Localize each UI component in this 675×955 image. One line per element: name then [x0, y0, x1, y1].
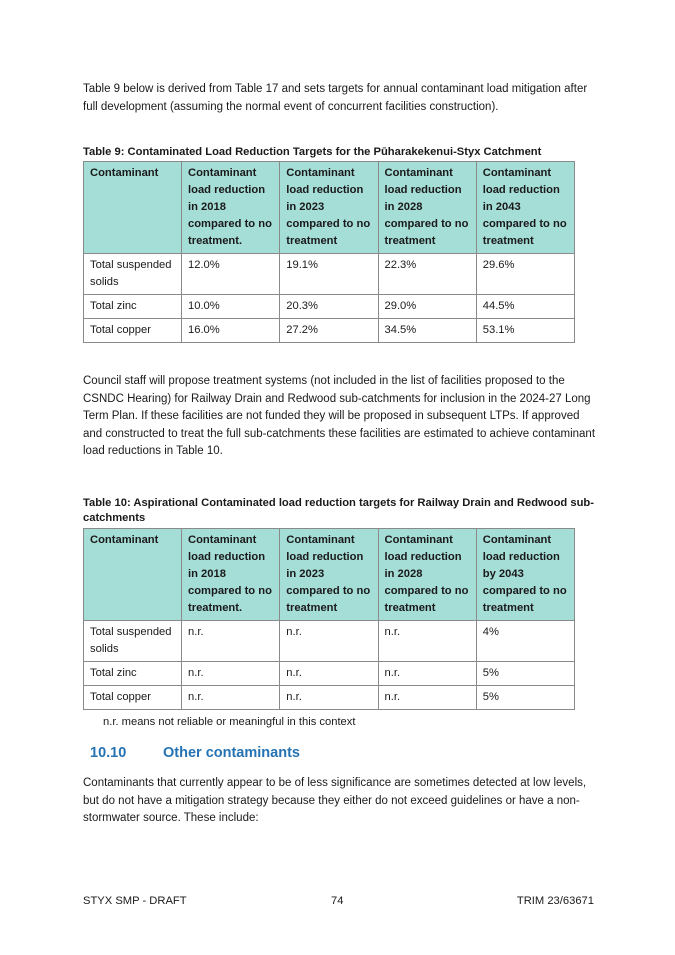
table-cell: 29.6% [476, 254, 574, 295]
table9-header-cell: Contaminant load reduction in 2023 compared to no treatment [280, 162, 378, 254]
table-cell: 5% [476, 686, 574, 710]
table-cell: n.r. [280, 662, 378, 686]
table-cell: Total suspended solids [84, 254, 182, 295]
table-cell: 27.2% [280, 319, 378, 343]
table-row [84, 254, 575, 295]
table10-header-cell: Contaminant load reduction in 2018 compared to no treatment. [182, 529, 280, 621]
table9-header-cell: Contaminant load reduction in 2018 compared to no treatment. [182, 162, 280, 254]
table9-header-cell: Contaminant load reduction in 2043 compared to no treatment [476, 162, 574, 254]
table-row [84, 686, 575, 710]
table-row [84, 295, 575, 319]
table-cell: 22.3% [378, 254, 476, 295]
table-row [84, 319, 575, 343]
section-paragraph: Contaminants that currently appear to be of less significance are sometimes detected at low levels, but do not have a mitigation strategy because they either do not exceed guidelines or have a non-stormwater source. These include: [83, 777, 587, 824]
table10-note: n.r. means not reliable or meaningful in this context [103, 716, 356, 728]
table10-header-cell: Contaminant [84, 529, 182, 621]
table-cell: n.r. [280, 621, 378, 662]
section-title: Other contaminants [163, 745, 300, 761]
table-cell: Total zinc [84, 295, 182, 319]
table-cell: Total suspended solids [84, 621, 182, 662]
table-row [84, 621, 575, 662]
table-cell: n.r. [182, 662, 280, 686]
section-number: 10.10 [90, 745, 127, 761]
table-cell: 16.0% [182, 319, 280, 343]
footer-document-title: STYX SMP - DRAFT [83, 895, 187, 907]
footer-page-number: 74 [331, 895, 344, 907]
table9-header-cell: Contaminant load reduction in 2028 compared to no treatment [378, 162, 476, 254]
table9-header-row [84, 162, 575, 254]
table9 [83, 161, 575, 343]
table10-header-cell: Contaminant load reduction by 2043 compared to no treatment [476, 529, 574, 621]
table-cell: n.r. [378, 662, 476, 686]
section-heading [90, 743, 300, 763]
table-cell: 4% [476, 621, 574, 662]
table9-header-cell: Contaminant [84, 162, 182, 254]
table9-caption: Table 9: Contaminated Load Reduction Targets for the Pūharakekenui-Styx Catchment [83, 146, 542, 158]
table10 [83, 528, 575, 710]
table-cell: n.r. [182, 621, 280, 662]
table-row [84, 662, 575, 686]
table-cell: 44.5% [476, 295, 574, 319]
table-cell: Total copper [84, 686, 182, 710]
table-cell: 12.0% [182, 254, 280, 295]
table-cell: n.r. [378, 621, 476, 662]
council-paragraph: Council staff will propose treatment systems (not included in the list of facilities proposed to the CSNDC Hearing) for Railway Drain and Redwood sub-catchments for inclusion in the 2024-27 Long Term Plan. If these facilities are not funded they will be proposed in subsequent LTPs. If approved and constructed to treat the full sub-catchments these facilities are estimated to achieve contaminant load reductions in Table 10. [83, 375, 596, 457]
table10-caption: Table 10: Aspirational Contaminated load reduction targets for Railway Drain and Redwood sub-catchments [83, 497, 594, 524]
table-cell: Total copper [84, 319, 182, 343]
table-cell: Total zinc [84, 662, 182, 686]
table-cell: 34.5% [378, 319, 476, 343]
intro-paragraph: Table 9 below is derived from Table 17 and sets targets for annual contaminant load mitigation after full development (assuming the normal event of concurrent facilities construction). [83, 83, 588, 113]
table-cell: 19.1% [280, 254, 378, 295]
table-cell: 10.0% [182, 295, 280, 319]
table10-header-row [84, 529, 575, 621]
table-cell: n.r. [280, 686, 378, 710]
table-cell: 29.0% [378, 295, 476, 319]
footer-trim-reference: TRIM 23/63671 [516, 895, 594, 907]
table-cell: 53.1% [476, 319, 574, 343]
table-cell: n.r. [182, 686, 280, 710]
table-cell: 5% [476, 662, 574, 686]
table10-header-cell: Contaminant load reduction in 2028 compared to no treatment [378, 529, 476, 621]
table-cell: n.r. [378, 686, 476, 710]
table10-header-cell: Contaminant load reduction in 2023 compared to no treatment [280, 529, 378, 621]
table-cell: 20.3% [280, 295, 378, 319]
